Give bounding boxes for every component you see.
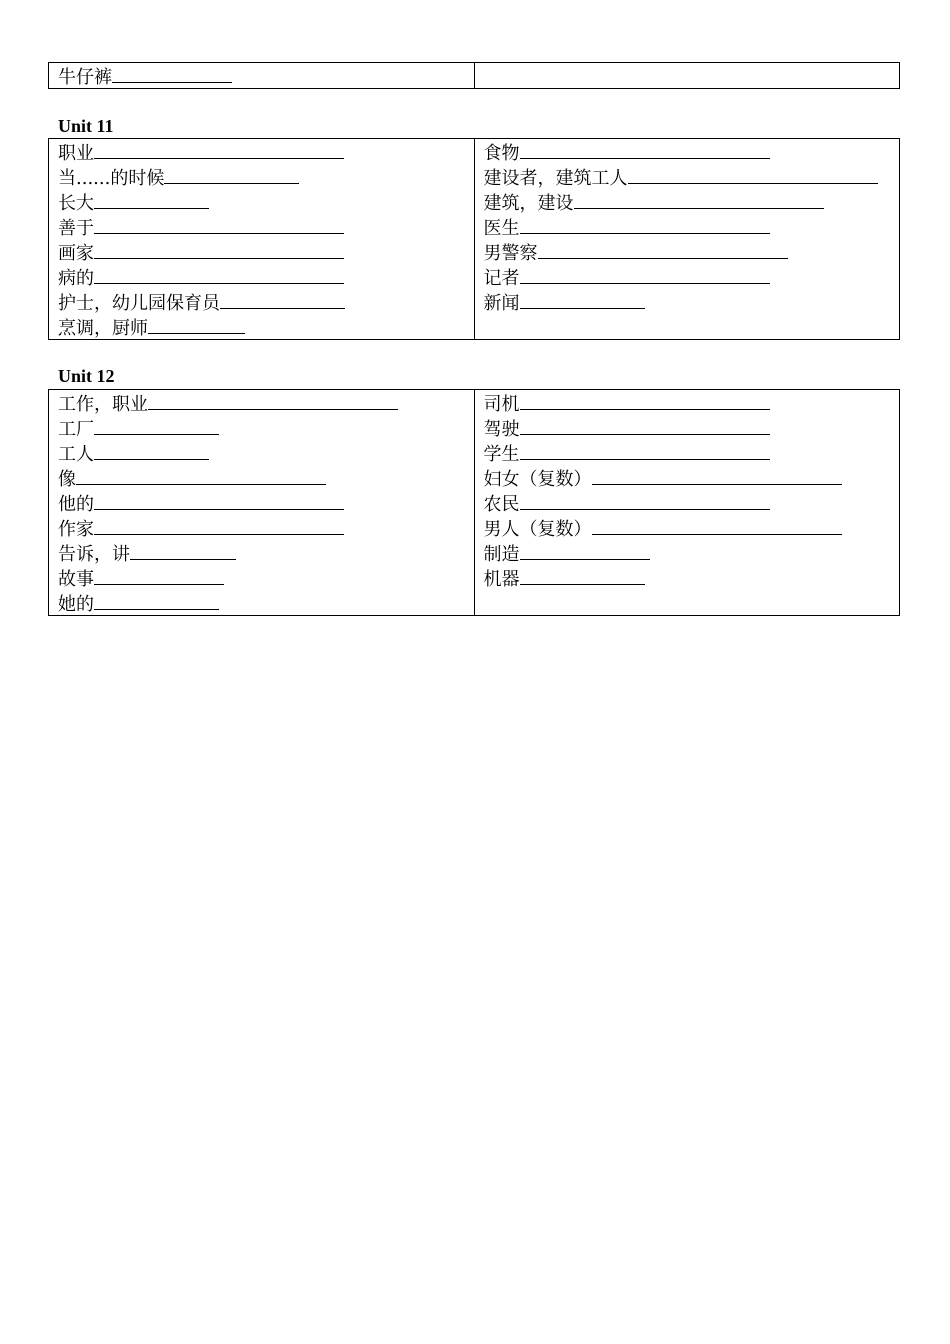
vocab-word: 病的 bbox=[58, 268, 94, 289]
answer-blank[interactable] bbox=[574, 189, 824, 209]
vocab-item bbox=[58, 515, 465, 540]
answer-blank[interactable] bbox=[94, 264, 344, 284]
answer-blank[interactable] bbox=[112, 63, 232, 83]
vocab-item bbox=[484, 164, 891, 189]
vocab-word: 司机 bbox=[483, 394, 520, 415]
vocab-word: 职业 bbox=[58, 143, 94, 164]
answer-blank[interactable] bbox=[94, 239, 344, 259]
answer-blank[interactable] bbox=[520, 264, 770, 284]
vocab-column-right bbox=[474, 390, 900, 616]
unit-title: Unit 11 bbox=[58, 116, 114, 136]
answer-blank[interactable] bbox=[130, 540, 236, 560]
answer-blank[interactable] bbox=[94, 214, 344, 234]
answer-blank[interactable] bbox=[520, 214, 770, 234]
vocab-word: 像 bbox=[58, 469, 76, 490]
answer-blank[interactable] bbox=[94, 515, 344, 535]
vocab-word: 建筑，建设 bbox=[483, 193, 574, 214]
vocab-word: 烹调，厨师 bbox=[58, 318, 148, 339]
answer-blank[interactable] bbox=[148, 390, 398, 410]
answer-blank[interactable] bbox=[520, 565, 645, 585]
vocab-word: 医生 bbox=[483, 218, 520, 239]
vocab-item bbox=[58, 440, 465, 465]
vocab-item bbox=[484, 465, 891, 490]
vocab-item bbox=[58, 289, 465, 314]
vocab-word: 善于 bbox=[58, 218, 94, 239]
vocab-item bbox=[484, 490, 891, 515]
vocab-word: 告诉，讲 bbox=[58, 544, 130, 565]
vocab-column-left bbox=[49, 390, 475, 616]
vocab-word: 农民 bbox=[483, 494, 520, 515]
vocab-word: 驾驶 bbox=[483, 419, 520, 440]
empty-cell bbox=[484, 63, 891, 88]
vocab-word: 画家 bbox=[58, 243, 94, 264]
answer-blank[interactable] bbox=[164, 164, 299, 184]
vocab-word: 当......的时候 bbox=[58, 168, 165, 189]
vocab-item bbox=[484, 440, 891, 465]
vocab-item bbox=[484, 390, 891, 415]
vocab-item bbox=[484, 289, 891, 314]
vocab-word: 新闻 bbox=[483, 293, 520, 314]
vocab-table-top bbox=[48, 62, 900, 89]
vocab-word: 长大 bbox=[58, 193, 94, 214]
answer-blank[interactable] bbox=[94, 565, 224, 585]
vocab-word: 作家 bbox=[58, 519, 94, 540]
vocab-item bbox=[58, 390, 465, 415]
vocab-item bbox=[58, 314, 465, 339]
vocab-item bbox=[58, 415, 465, 440]
vocab-item bbox=[58, 189, 465, 214]
vocab-item bbox=[484, 214, 891, 239]
vocab-item bbox=[58, 540, 465, 565]
vocab-word: 工作，职业 bbox=[58, 394, 148, 415]
answer-blank[interactable] bbox=[94, 415, 219, 435]
vocab-word: 工厂 bbox=[58, 419, 94, 440]
vocab-word: 制造 bbox=[483, 544, 520, 565]
vocab-table-unit-12 bbox=[48, 389, 900, 616]
vocab-word: 建设者，建筑工人 bbox=[483, 168, 628, 189]
vocab-item bbox=[484, 189, 891, 214]
vocab-column-left bbox=[49, 139, 475, 340]
vocab-word: 男警察 bbox=[483, 243, 538, 264]
vocab-word: 他的 bbox=[58, 494, 94, 515]
vocab-item bbox=[58, 214, 465, 239]
vocab-word: 牛仔裤 bbox=[58, 67, 112, 88]
answer-blank[interactable] bbox=[520, 490, 770, 510]
answer-blank[interactable] bbox=[520, 415, 770, 435]
vocab-word: 男人（复数） bbox=[483, 519, 592, 540]
vocab-item bbox=[58, 63, 465, 88]
vocab-column-right bbox=[474, 139, 900, 340]
answer-blank[interactable] bbox=[76, 465, 326, 485]
vocab-item bbox=[58, 139, 465, 164]
vocab-item bbox=[58, 565, 465, 590]
answer-blank[interactable] bbox=[592, 515, 842, 535]
answer-blank[interactable] bbox=[148, 314, 245, 334]
answer-blank[interactable] bbox=[520, 289, 645, 309]
answer-blank[interactable] bbox=[94, 490, 344, 510]
vocab-word: 机器 bbox=[483, 569, 520, 590]
vocab-word: 记者 bbox=[483, 268, 520, 289]
vocab-word: 学生 bbox=[483, 444, 520, 465]
answer-blank[interactable] bbox=[520, 139, 770, 159]
vocab-item bbox=[484, 415, 891, 440]
answer-blank[interactable] bbox=[628, 164, 878, 184]
vocab-word: 她的 bbox=[58, 594, 94, 615]
vocab-item bbox=[484, 565, 891, 590]
vocab-item bbox=[58, 164, 465, 189]
answer-blank[interactable] bbox=[94, 590, 219, 610]
vocab-word: 故事 bbox=[58, 569, 94, 590]
answer-blank[interactable] bbox=[592, 465, 842, 485]
answer-blank[interactable] bbox=[520, 390, 770, 410]
answer-blank[interactable] bbox=[538, 239, 788, 259]
answer-blank[interactable] bbox=[520, 440, 770, 460]
vocab-item bbox=[484, 264, 891, 289]
answer-blank[interactable] bbox=[94, 139, 344, 159]
unit-title: Unit 12 bbox=[58, 366, 115, 386]
vocab-item bbox=[484, 239, 891, 264]
vocab-word: 护士，幼儿园保育员 bbox=[58, 293, 220, 314]
answer-blank[interactable] bbox=[220, 289, 345, 309]
vocab-item bbox=[58, 264, 465, 289]
vocab-item bbox=[58, 590, 465, 615]
vocab-item bbox=[484, 515, 891, 540]
answer-blank[interactable] bbox=[94, 440, 209, 460]
vocab-item bbox=[484, 540, 891, 565]
vocab-item bbox=[484, 139, 891, 164]
vocab-column-right bbox=[474, 63, 900, 89]
vocab-item bbox=[58, 465, 465, 490]
answer-blank[interactable] bbox=[94, 189, 209, 209]
vocab-word: 妇女（复数） bbox=[483, 469, 592, 490]
vocab-column-left bbox=[49, 63, 475, 89]
vocab-item bbox=[58, 239, 465, 264]
vocab-item bbox=[58, 490, 465, 515]
vocab-table-unit-11 bbox=[48, 138, 900, 340]
vocab-word: 工人 bbox=[58, 444, 94, 465]
answer-blank[interactable] bbox=[520, 540, 650, 560]
vocab-word: 食物 bbox=[483, 143, 520, 164]
